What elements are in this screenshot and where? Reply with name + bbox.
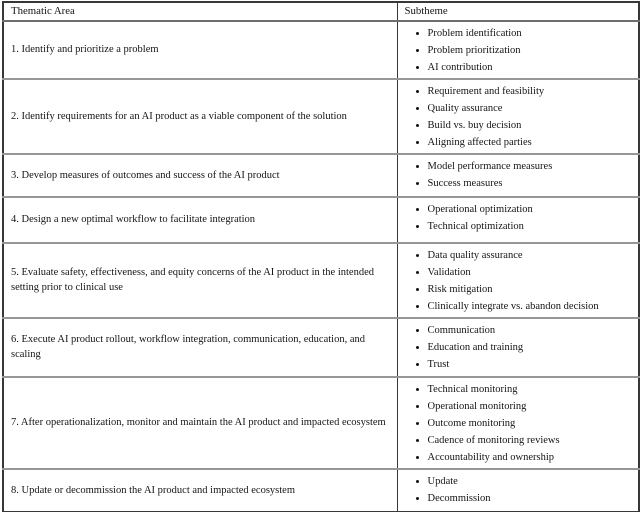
subtheme-item: • Update <box>428 473 637 490</box>
subtheme-list <box>398 473 637 507</box>
subtheme-cell <box>397 21 639 79</box>
subtheme-item: • Cadence of monitoring reviews <box>428 432 637 449</box>
thematic-area-cell: 8. Update or decommission the AI product and impacted ecosystem <box>11 484 296 496</box>
subtheme-list <box>398 83 637 151</box>
subtheme-list <box>398 322 637 373</box>
subtheme-item: • Clinically integrate vs. abandon decision <box>428 298 637 315</box>
subtheme-list <box>398 381 637 466</box>
thematic-area-cell: 5. Evaluate safety, effectiveness, and equity concerns of the AI product in the intended setting prior to clinical use <box>11 267 374 293</box>
header-row <box>3 2 639 21</box>
subtheme-item: • Problem prioritization <box>428 42 637 59</box>
subtheme-cell <box>397 377 639 469</box>
subtheme-cell <box>397 318 639 377</box>
subtheme-item: • AI contribution <box>428 59 637 76</box>
subtheme-item: • Aligning affected parties <box>428 134 637 151</box>
subtheme-item: • Success measures <box>428 175 637 192</box>
subtheme-item: • Build vs. buy decision <box>428 117 637 134</box>
subtheme-item: • Quality assurance <box>428 100 637 117</box>
table-row <box>3 154 639 197</box>
subtheme-item: • Technical optimization <box>428 218 637 235</box>
table-row <box>3 318 639 377</box>
column-header-thematic-area: Thematic Area <box>3 2 397 21</box>
table-row <box>3 21 639 79</box>
subtheme-cell <box>397 79 639 154</box>
thematic-area-cell: 4. Design a new optimal workflow to facilitate integration <box>11 214 256 225</box>
subtheme-item: • Validation <box>428 264 637 281</box>
subtheme-item: • Communication <box>428 322 637 339</box>
subtheme-list <box>398 247 637 315</box>
thematic-area-table <box>2 1 640 512</box>
subtheme-cell <box>397 469 639 512</box>
subtheme-item: • Trust <box>428 356 637 373</box>
subtheme-item: • Operational monitoring <box>428 398 637 415</box>
subtheme-item: • Requirement and feasibility <box>428 83 637 100</box>
table-row <box>3 79 639 154</box>
thematic-area-cell: 6. Execute AI product rollout, workflow integration, communication, education, and scaling <box>11 334 365 360</box>
thematic-area-cell: 7. After operationalization, monitor and maintain the AI product and impacted ecosystem <box>11 417 386 428</box>
column-header-subtheme: Subtheme <box>397 2 639 21</box>
subtheme-list <box>398 158 637 192</box>
subtheme-item: • Operational optimization <box>428 201 637 218</box>
thematic-area-cell: 2. Identify requirements for an AI product as a viable component of the solution <box>11 110 347 122</box>
subtheme-item: • Accountability and ownership <box>428 449 637 466</box>
thematic-area-cell: 3. Develop measures of outcomes and success of the AI product <box>11 169 280 181</box>
subtheme-item: • Technical monitoring <box>428 381 637 398</box>
subtheme-item: • Decommission <box>428 490 637 507</box>
table-row <box>3 469 639 512</box>
subtheme-item: • Data quality assurance <box>428 247 637 264</box>
subtheme-cell <box>397 243 639 318</box>
table-row <box>3 243 639 318</box>
subtheme-list <box>398 25 637 76</box>
table-row <box>3 197 639 243</box>
paper-table-page <box>0 1 640 512</box>
subtheme-item: • Risk mitigation <box>428 281 637 298</box>
subtheme-item: • Problem identification <box>428 25 637 42</box>
thematic-area-cell: 1. Identify and prioritize a problem <box>11 44 159 55</box>
table-row <box>3 377 639 469</box>
subtheme-item: • Model performance measures <box>428 158 637 175</box>
subtheme-list <box>398 201 637 235</box>
subtheme-cell <box>397 154 639 197</box>
subtheme-item: • Outcome monitoring <box>428 415 637 432</box>
subtheme-cell <box>397 197 639 243</box>
subtheme-item: • Education and training <box>428 339 637 356</box>
